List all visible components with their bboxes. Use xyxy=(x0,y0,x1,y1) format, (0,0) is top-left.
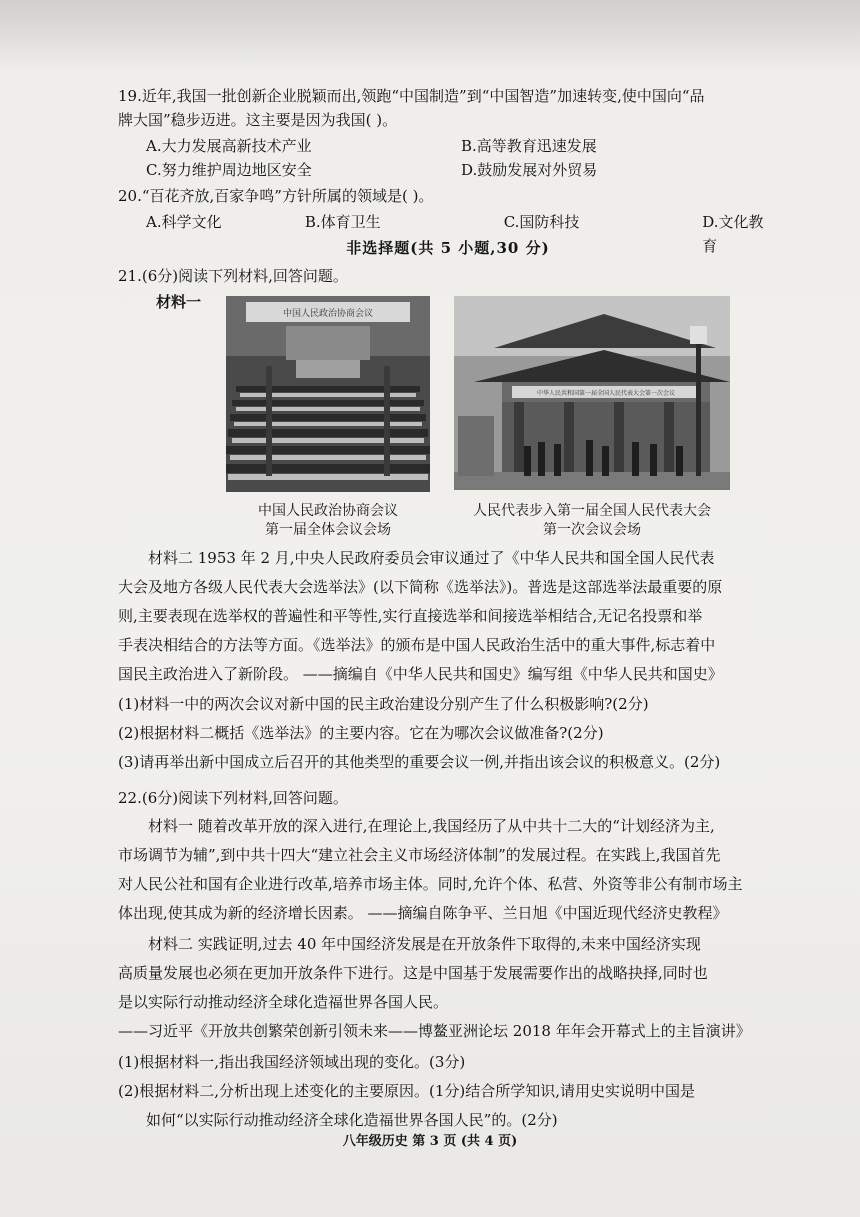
q19-option-c[interactable]: C.努力维护周边地区安全 xyxy=(146,161,312,179)
q21-question-3: (3)请再举出新中国成立后召开的其他类型的重要会议一例,并指出该会议的积极意义。(2分) xyxy=(118,753,721,771)
photo2-caption xyxy=(444,502,740,540)
bleed-through-shadow xyxy=(0,0,860,70)
q19-options-row2 xyxy=(118,158,597,182)
photo2-banner-text: 中华人民共和国第一届全国人民代表大会第一次会议 xyxy=(536,390,676,397)
q22-material2-line: 高质量发展也必须在更加开放条件下进行。这是中国基于发展需要作出的战略抉择,同时也 xyxy=(118,964,708,982)
q22-material2-line: 是以实际行动推动经济全球化造福世界各国人民。 xyxy=(118,993,449,1011)
q21-material2-line: 国民主政治进入了新阶段。 ——摘编自《中华人民共和国史》编写组《中华人民共和国史》 xyxy=(118,665,723,683)
q22-material2 xyxy=(118,932,778,1043)
q22-material1 xyxy=(118,814,778,925)
q19-stem-line2: 牌大国”稳步迈进。这主要是因为我国( )。 xyxy=(118,111,398,129)
q22-material1-line: 材料一 随着改革开放的深入进行,在理论上,我国经历了从中共十二大的“计划经济为主, xyxy=(148,817,715,835)
photo1-caption xyxy=(226,502,430,540)
q20-option-a[interactable]: A.科学文化 xyxy=(146,213,222,231)
q22-material1-line: 市场调节为辅”,到中共十四大“建立社会主义市场经济体制”的发展过程。在实践上,我国首先 xyxy=(118,846,721,864)
q22-material1-line: 对人民公社和国有企业进行改革,培养市场主体。同时,允许个体、私营、外资等非公有制市场主 xyxy=(118,875,743,893)
q22-question-1: (1)根据材料一,指出我国经济领域出现的变化。(3分) xyxy=(118,1053,466,1071)
q19-stem-line1: 19.近年,我国一批创新企业脱颖而出,领跑“中国制造”到“中国智造”加速转变,使中国向“品 xyxy=(118,87,705,105)
q21-stem: 21.(6分)阅读下列材料,回答问题。 xyxy=(118,267,348,285)
q21-material2-line: 手表决相结合的方法等方面。《选举法》的颁布是中国人民政治生活中的重大事件,标志着中 xyxy=(118,636,716,654)
page-footer: 八年级历史 第 3 页 (共 4 页) xyxy=(342,1134,518,1149)
q22-stem: 22.(6分)阅读下列材料,回答问题。 xyxy=(118,789,348,807)
photo1-caption-line2: 第一届全体会议会场 xyxy=(265,522,391,538)
q21-material2-line: 材料二 1953 年 2 月,中央人民政府委员会审议通过了《中华人民共和国全国人民代表 xyxy=(148,549,715,567)
q21-question-1: (1)材料一中的两次会议对新中国的民主政治建设分别产生了什么积极影响?(2分) xyxy=(118,695,649,713)
q19-option-d[interactable]: D.鼓励发展对外贸易 xyxy=(461,161,598,179)
q22-material2-line: 材料二 实践证明,过去 40 年中国经济发展是在开放条件下取得的,未来中国经济实现 xyxy=(148,935,701,953)
photo1-caption-line1: 中国人民政治协商会议 xyxy=(258,503,398,519)
q20-option-b[interactable]: B.体育卫生 xyxy=(304,213,381,231)
q20-option-d[interactable]: D.文化教育 xyxy=(702,213,764,255)
photo-cppcc-illustration xyxy=(226,296,430,492)
q20-stem: 20.“百花齐放,百家争鸣”方针所属的领域是( )。 xyxy=(118,187,434,205)
photo1-banner-text: 中国人民政治协商会议 xyxy=(282,309,374,319)
q21-material2 xyxy=(118,546,778,686)
q21-material2-line: 大会及地方各级人民代表大会选举法》(以下简称《选举法》)。普选是这部选举法最重要的原 xyxy=(118,578,723,596)
q22-material2-line: ——习近平《开放共创繁荣创新引领未来——博鳌亚洲论坛 2018 年年会开幕式上的主旨演讲》 xyxy=(118,1022,751,1040)
q21-material2-line: 则,主要表现在选举权的普遍性和平等性,实行直接选举和间接选举相结合,无记名投票和举 xyxy=(118,607,703,625)
q19-options-row1 xyxy=(118,134,597,158)
q20-option-c[interactable]: C.国防科技 xyxy=(503,213,580,231)
q22-question-2-cont: 如何“以实际行动推动经济全球化造福世界各国人民”的。(2分) xyxy=(146,1111,558,1129)
q19-option-b[interactable]: B.高等教育迅速发展 xyxy=(461,137,597,155)
section-title: 非选择题(共 5 小题,30 分) xyxy=(346,239,550,257)
q22-questions xyxy=(118,1050,778,1132)
q22-question-2: (2)根据材料二,分析出现上述变化的主要原因。(1分)结合所学知识,请用史实说明中国是 xyxy=(118,1082,696,1100)
q19-option-a[interactable]: A.大力发展高新技术产业 xyxy=(146,137,312,155)
photo-npc-entrance xyxy=(454,296,730,490)
q21-questions xyxy=(118,692,778,774)
q22-material1-line: 体出现,使其成为新的经济增长因素。 ——摘编自陈争平、兰日旭《中国近现代经济史教程》 xyxy=(118,904,728,922)
q21-material1-label: 材料一 xyxy=(156,293,202,311)
photo-cppcc-session xyxy=(226,296,430,492)
photo2-caption-line1: 人民代表步入第一届全国人民代表大会 xyxy=(473,503,711,519)
q21-question-2: (2)根据材料二概括《选举法》的主要内容。它在为哪次会议做准备?(2分) xyxy=(118,724,604,742)
photo2-caption-line2: 第一次会议会场 xyxy=(543,522,641,538)
photo-npc-illustration xyxy=(454,296,730,490)
